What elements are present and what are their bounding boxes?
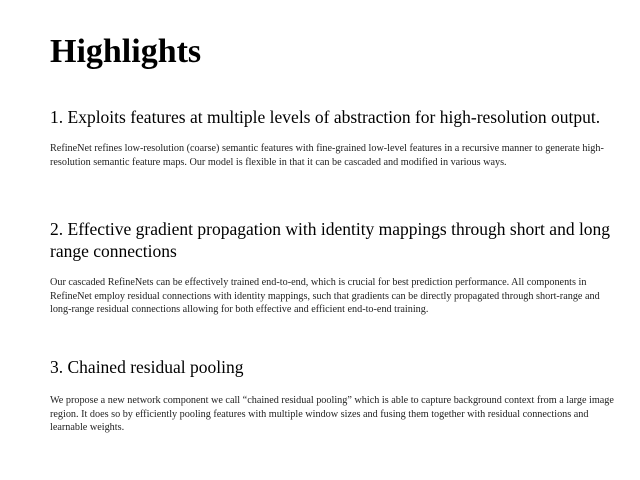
section-3-body: We propose a new network component we call “chained residual pooling” which is able to capture background context from a large image region. It does so by efficiently pooling features with multiple window sizes and fusing them together with residual connections and learnable weights. — [50, 395, 614, 433]
highlight-section-2 — [50, 218, 615, 317]
section-1-body: RefineNet refines low-resolution (coarse) semantic features with fine-grained low-level features in a recursive manner to generate high-resolution semantic feature maps. Our model is flexible in that it can be cascaded and modified in various ways. — [50, 143, 604, 168]
highlight-section-3 — [50, 356, 615, 435]
section-1-heading: 1. Exploits features at multiple levels of abstraction for high-resolution output. — [50, 107, 601, 127]
section-2-body: Our cascaded RefineNets can be effectively trained end-to-end, which is crucial for best prediction performance. All components in RefineNet employ residual connections with identity mappings, such that gradients can be directly propagated through short-range and long-range residual connections allowing for both effective and efficient end-to-end training. — [50, 277, 600, 315]
section-3-heading: 3. Chained residual pooling — [50, 357, 244, 377]
section-2-heading: 2. Effective gradient propagation with identity mappings through short and long range connections — [50, 219, 611, 261]
slide-title: Highlights — [50, 33, 202, 70]
highlight-section-1 — [50, 106, 615, 169]
